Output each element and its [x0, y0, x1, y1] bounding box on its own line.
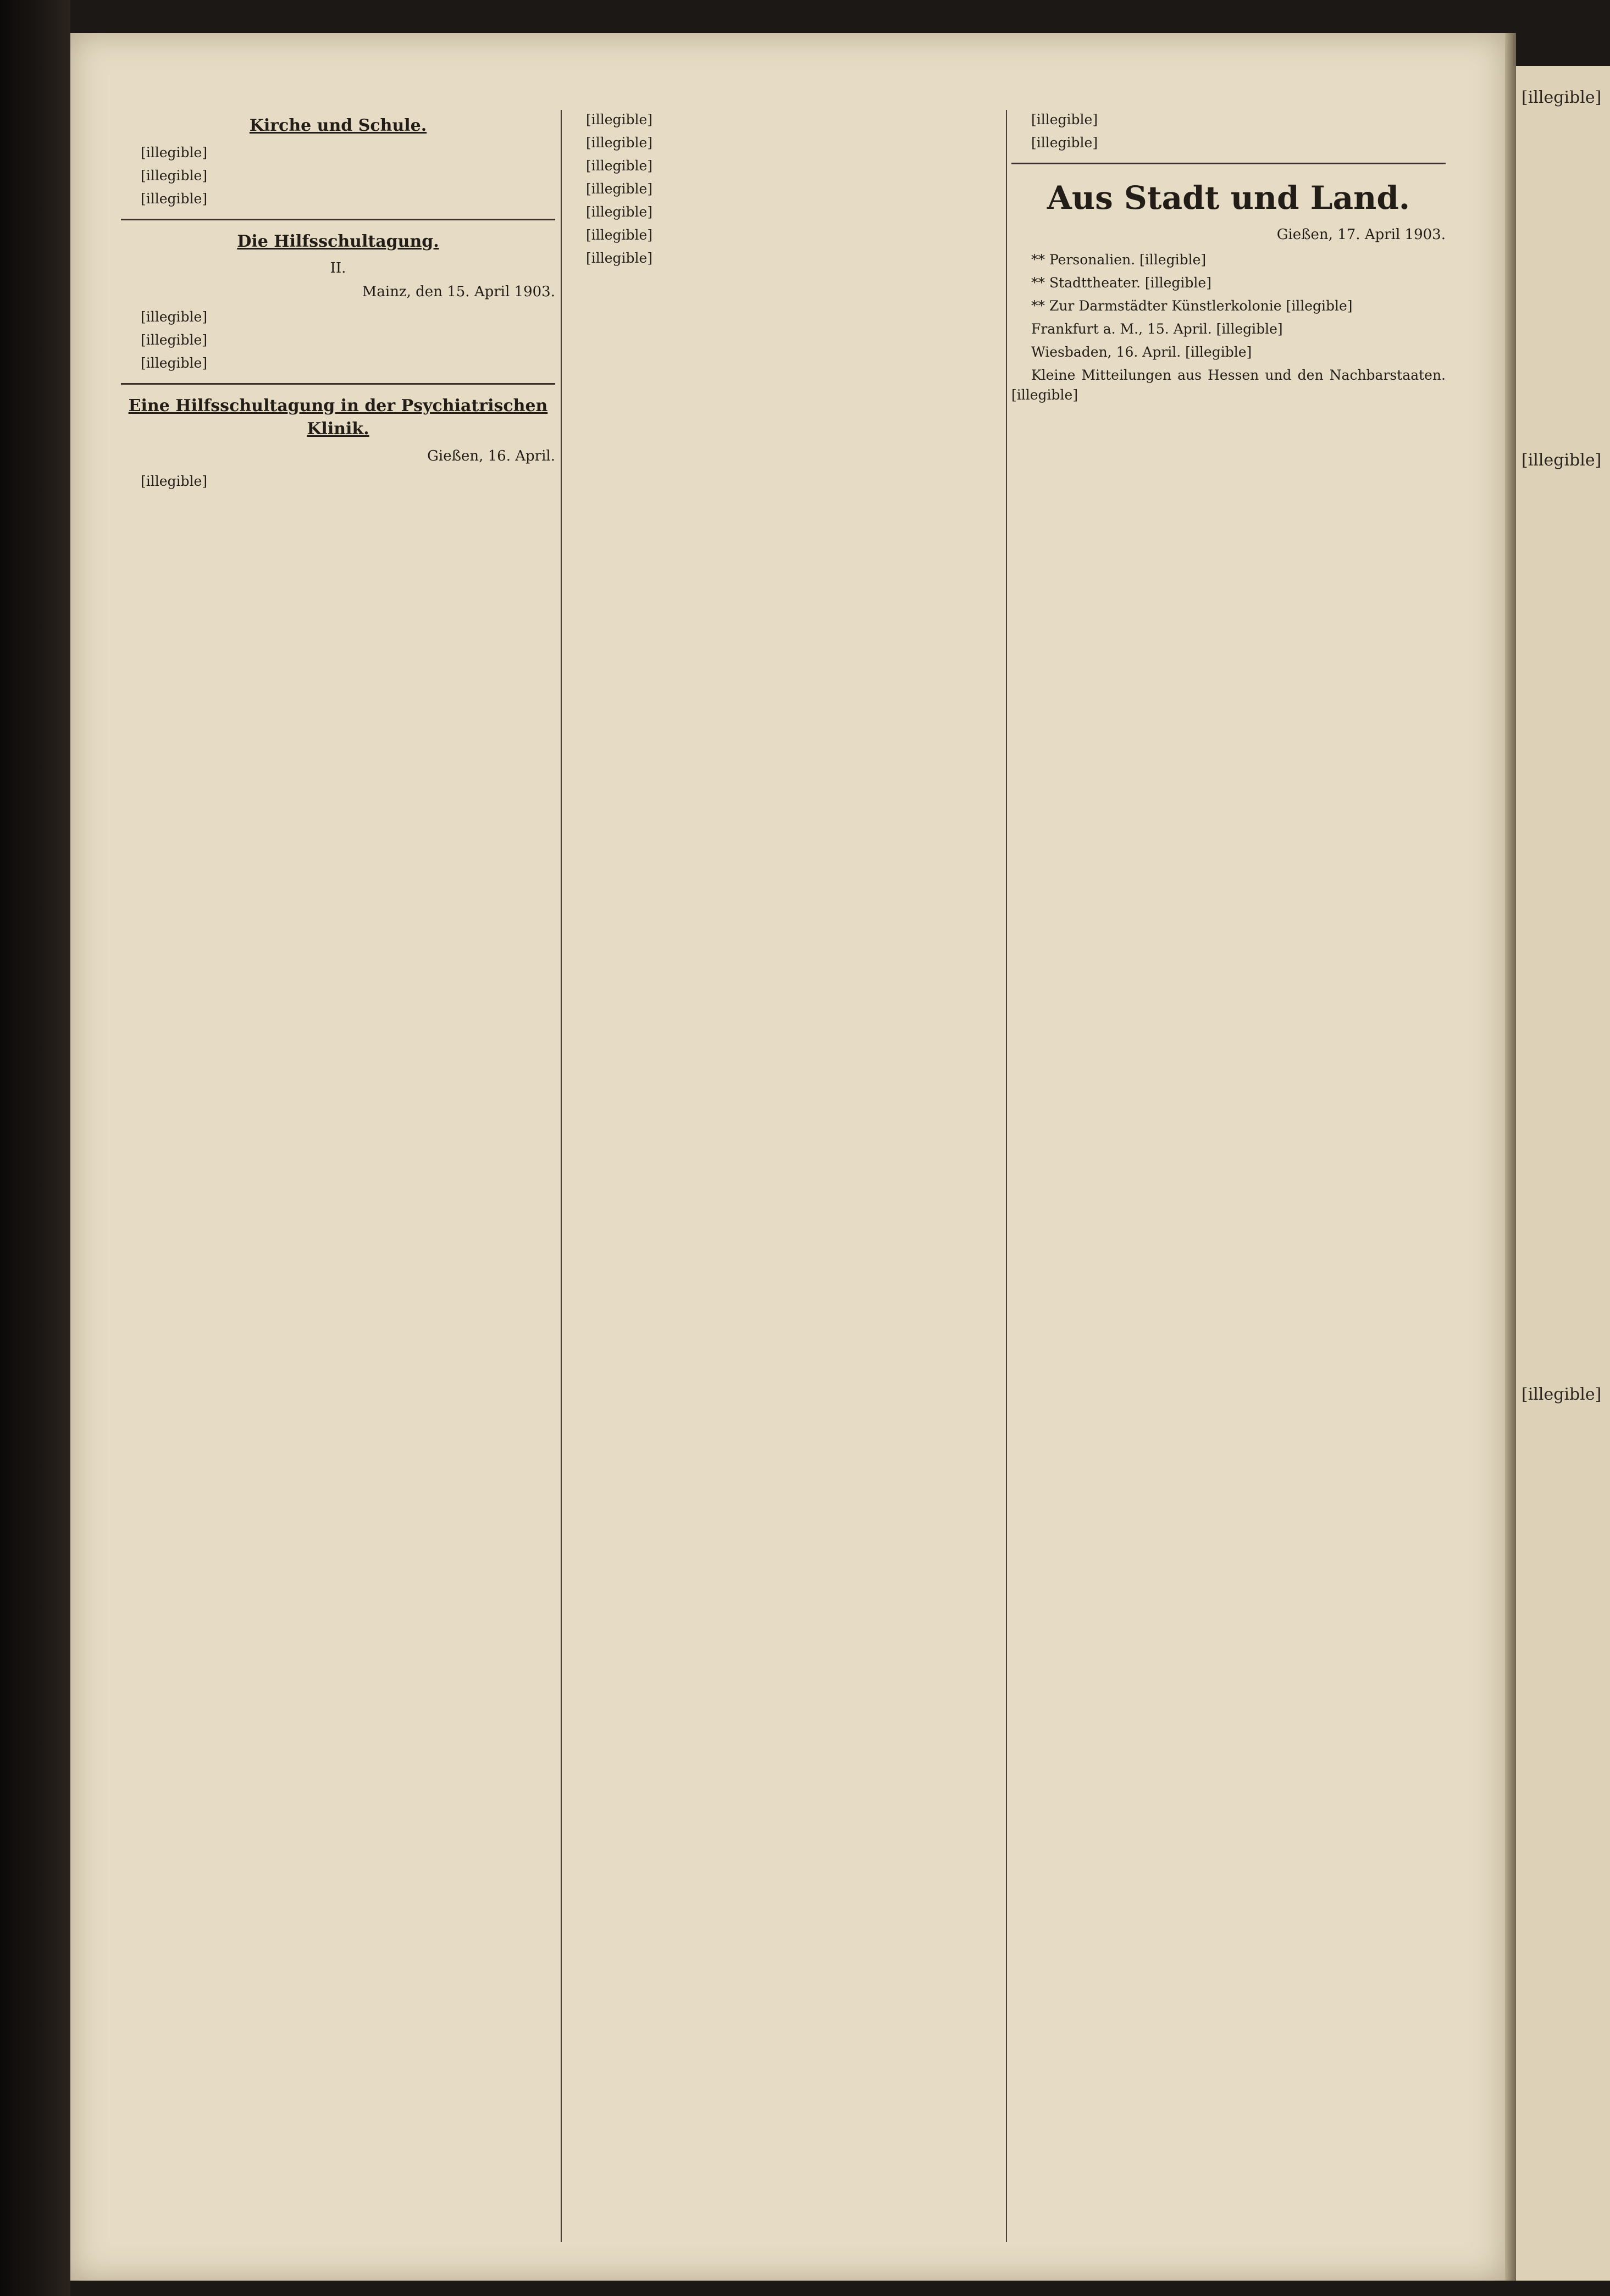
adjacent-page-fragment: [illegible]	[1522, 451, 1602, 470]
column-right	[1011, 110, 1446, 2242]
article-paragraph: Frankfurt a. M., 15. April. [illegible]	[1031, 321, 1283, 337]
article-paragraph: [illegible]	[141, 145, 208, 160]
book-binding	[0, 0, 70, 2296]
adjacent-page-fragment: [illegible]	[1522, 88, 1602, 107]
article-paragraph: [illegible]	[586, 250, 653, 266]
article-paragraph: [illegible]	[141, 191, 208, 207]
article-paragraph: [illegible]	[1031, 112, 1098, 127]
article-paragraph: ** Stadttheater. [illegible]	[1031, 275, 1211, 291]
article-paragraph: [illegible]	[586, 135, 653, 151]
article-separator	[121, 383, 555, 385]
adjacent-page-strip	[1516, 66, 1610, 2281]
article-heading: Eine Hilfsschultagung in der Psychiatrischen Klinik.	[128, 396, 548, 439]
article-paragraph: [illegible]	[586, 158, 653, 174]
article-paragraph: [illegible]	[141, 309, 208, 325]
dateline: Mainz, den 15. April 1903.	[362, 284, 555, 300]
section-title: Aus Stadt und Land.	[1047, 179, 1410, 217]
article-paragraph: Kleine Mitteilungen aus Hessen und den Nachbarstaaten. [illegible]	[1011, 367, 1446, 403]
article-paragraph: ** Zur Darmstädter Künstlerkolonie [illegible]	[1031, 298, 1353, 314]
article-subheading: II.	[330, 260, 346, 276]
column-rule	[1006, 110, 1007, 2242]
article-heading: Die Hilfsschultagung.	[237, 232, 439, 251]
article-paragraph: [illegible]	[586, 112, 653, 127]
column-rule	[561, 110, 562, 2242]
article-paragraph: [illegible]	[586, 204, 653, 220]
column-middle	[566, 110, 1000, 2242]
article-paragraph: [illegible]	[141, 332, 208, 348]
page-edge	[1505, 33, 1516, 2281]
article-paragraph: Wiesbaden, 16. April. [illegible]	[1031, 344, 1252, 360]
column-left	[121, 110, 555, 2242]
article-separator	[121, 219, 555, 220]
article-paragraph: [illegible]	[141, 473, 208, 489]
article-paragraph: [illegible]	[141, 168, 208, 184]
article-heading: Kirche und Schule.	[249, 116, 427, 135]
article-paragraph: [illegible]	[1031, 135, 1098, 151]
dateline: Gießen, 16. April.	[427, 448, 555, 464]
adjacent-page-fragment: [illegible]	[1522, 1385, 1602, 1404]
article-paragraph: [illegible]	[586, 227, 653, 243]
article-paragraph: [illegible]	[141, 355, 208, 371]
dateline: Gießen, 17. April 1903.	[1276, 226, 1446, 243]
article-separator	[1011, 163, 1446, 164]
article-paragraph: ** Personalien. [illegible]	[1031, 252, 1207, 268]
article-paragraph: [illegible]	[586, 181, 653, 197]
